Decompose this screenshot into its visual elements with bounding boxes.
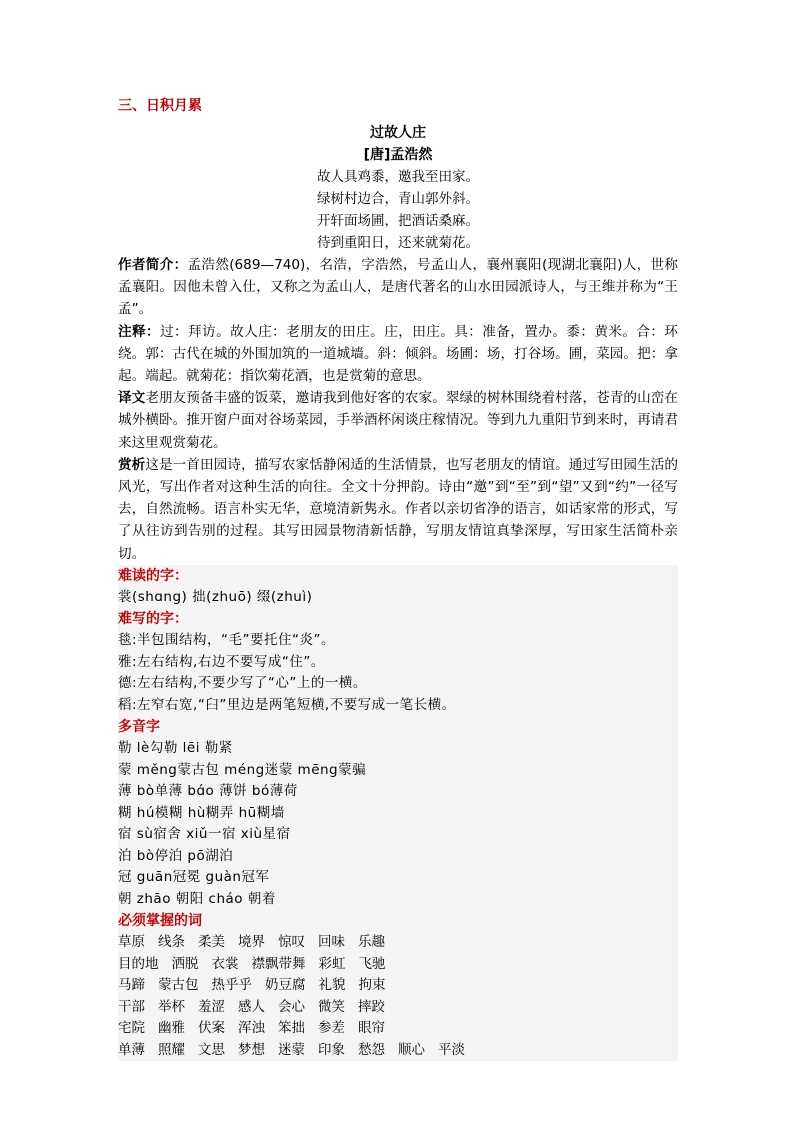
polyphonic-item: 勒 lè勾勒 lēi 勒紧 — [118, 740, 233, 757]
polyphonic-item: 薄 bò单薄 bɑ́o 薄饼 bó薄荷 — [118, 783, 298, 800]
word-item: 干部 — [118, 998, 145, 1015]
word-item: 摔跤 — [358, 998, 385, 1015]
polyphonic-item: 宿 sù宿舍 xiǔ一宿 xiù星宿 — [118, 826, 291, 843]
poem-line: 开轩面场圃，把酒话桑麻。 — [317, 213, 479, 229]
polyphonic-item: 朝 zhāo 朝阳 cháo 朝着 — [118, 890, 276, 907]
word-item: 会心 — [278, 998, 305, 1015]
word-row — [118, 932, 678, 954]
translation — [118, 387, 678, 454]
word-item: 目的地 — [118, 955, 159, 972]
author-intro — [118, 254, 678, 321]
word-item: 线条 — [158, 934, 185, 951]
poem-title: 过故人庄 — [370, 125, 426, 141]
word-item: 马蹄 — [118, 977, 145, 994]
word-item: 平淡 — [438, 1041, 465, 1058]
word-item: 微笑 — [318, 998, 345, 1015]
word-item: 襟飘带舞 — [251, 955, 306, 972]
word-item: 迷蒙 — [278, 1041, 305, 1058]
notes-label: 注释： — [118, 323, 161, 340]
hard-write-item: 稻:左窄右宽,“臼”里边是两笔短横,不要写成一笔长横。 — [118, 696, 456, 713]
polyphonic-item: 糊 hú模糊 hù糊弄 hū糊墙 — [118, 804, 285, 821]
word-item: 飞驰 — [358, 955, 386, 972]
content-area — [118, 96, 678, 1061]
polyphonic-item: 冠 guān冠冕 guàn冠军 — [118, 869, 270, 886]
word-item: 羞涩 — [198, 998, 225, 1015]
word-row — [118, 1018, 678, 1040]
word-item: 蒙古包 — [158, 977, 199, 994]
word-item: 彩虹 — [318, 955, 346, 972]
word-item: 文思 — [198, 1041, 225, 1058]
polyphonic-item: 泊 bò停泊 pō湖泊 — [118, 847, 234, 864]
word-item: 顺心 — [398, 1041, 425, 1058]
word-item: 愁怨 — [358, 1041, 385, 1058]
word-item: 衣裳 — [211, 955, 239, 972]
hard-write-item: 毯:半包围结构，“毛”要托住“炎”。 — [118, 632, 336, 649]
poem-line: 故人具鸡黍，邀我至田家。 — [317, 169, 479, 185]
poem-line: 绿树村边合，青山郭外斜。 — [317, 191, 479, 207]
word-item: 奶豆腐 — [265, 977, 306, 994]
word-item: 单薄 — [118, 1041, 145, 1058]
word-item: 印象 — [318, 1041, 345, 1058]
translation-text: 老朋友预备丰盛的饭菜，邀请我到他好客的农家。翠绿的树林围绕着村落，苍青的山峦在城外横卧。推开窗户面对谷场菜园，手举酒杯闲谈庄稼情况。等到九九重阳节到来时，再请君来这里观赏菊花。 — [118, 390, 679, 451]
word-item: 笨拙 — [278, 1020, 305, 1037]
hard-write-item: 雅:左右结构,右边不要写成“住”。 — [118, 653, 325, 670]
appreciation-text: 这是一首田园诗，描写农家恬静闲适的生活情景，也写老朋友的情谊。通过写田园生活的风光，写出作者对这种生活的向往。全文十分押韵。诗由“邀”到“至”到“望”又到“约”一径写去，自然流畅。语言朴实无华，意境清新隽永。作者以亲切省净的语言，如话家常的形式，写了从往访到告别的过程。其写田园景物清新恬静，写朋友情谊真挚深厚，写田家生活简朴亲切。 — [118, 456, 679, 562]
word-item: 柔美 — [198, 934, 225, 951]
study-band — [118, 565, 678, 1062]
word-item: 感人 — [238, 998, 265, 1015]
word-item: 伏案 — [198, 1020, 225, 1037]
poem-author: [唐]孟浩然 — [363, 147, 433, 163]
word-item: 草原 — [118, 934, 145, 951]
hard-read-heading: 难读的字： — [118, 567, 188, 584]
hard-write-heading: 难写的字： — [118, 611, 188, 628]
word-item: 照耀 — [158, 1041, 185, 1058]
word-item: 梦想 — [238, 1041, 265, 1058]
notes — [118, 321, 678, 388]
word-item: 拘束 — [358, 977, 386, 994]
word-item: 热乎乎 — [211, 977, 252, 994]
must-words-heading: 必须掌握的词 — [118, 913, 202, 930]
word-item: 洒脱 — [171, 955, 199, 972]
author-intro-label: 作者简介： — [118, 257, 188, 273]
word-item: 回味 — [318, 934, 345, 951]
word-item: 惊叹 — [278, 934, 305, 951]
word-row — [118, 997, 678, 1019]
word-item: 幽雅 — [158, 1020, 185, 1037]
word-row — [118, 1040, 678, 1062]
appreciation-label: 赏析 — [118, 456, 146, 473]
word-item: 眼帘 — [358, 1020, 385, 1037]
word-item: 举杯 — [158, 998, 185, 1015]
section-title: 三、日积月累 — [118, 98, 202, 114]
word-item: 宅院 — [118, 1020, 145, 1037]
polyphonic-heading: 多音字 — [118, 719, 160, 736]
word-item: 礼貌 — [318, 977, 346, 994]
author-intro-text: 孟浩然(689—740)，名浩，字浩然，号孟山人，襄州襄阳(现湖北襄阳)人，世称孟襄阳。因他未曾入仕，又称之为孟山人，是唐代著名的山水田园派诗人，与王维并称为“王孟”。 — [118, 257, 678, 318]
word-item: 浑浊 — [238, 1020, 265, 1037]
hard-read-text: 裳(shɑng) 拙(zhuō) 缀(zhuì) — [118, 588, 313, 605]
word-row — [118, 975, 678, 997]
must-words-list — [118, 932, 678, 1061]
hard-write-item: 德:左右结构,不要少写了“心”上的一横。 — [118, 675, 367, 692]
word-item: 乐趣 — [358, 934, 385, 951]
translation-label: 译文 — [118, 390, 146, 407]
poem-line: 待到重阳日，还来就菊花。 — [317, 235, 479, 251]
word-item: 参差 — [318, 1020, 345, 1037]
polyphonic-item: 蒙 měng蒙古包 méng迷蒙 mēng蒙骗 — [118, 761, 367, 778]
word-item: 境界 — [238, 934, 265, 951]
notes-text: 过：拜访。故人庄：老朋友的田庄。庄，田庄。具：准备，置办。黍：黄米。合：环绕。郭：古代在城的外围加筑的一道城墙。斜：倾斜。场圃：场，打谷场。圃，菜园。把：拿起。端起。就菊花：指饮菊花酒，也是赏菊的意思。 — [118, 323, 678, 385]
word-row — [118, 954, 678, 976]
appreciation — [118, 454, 678, 565]
